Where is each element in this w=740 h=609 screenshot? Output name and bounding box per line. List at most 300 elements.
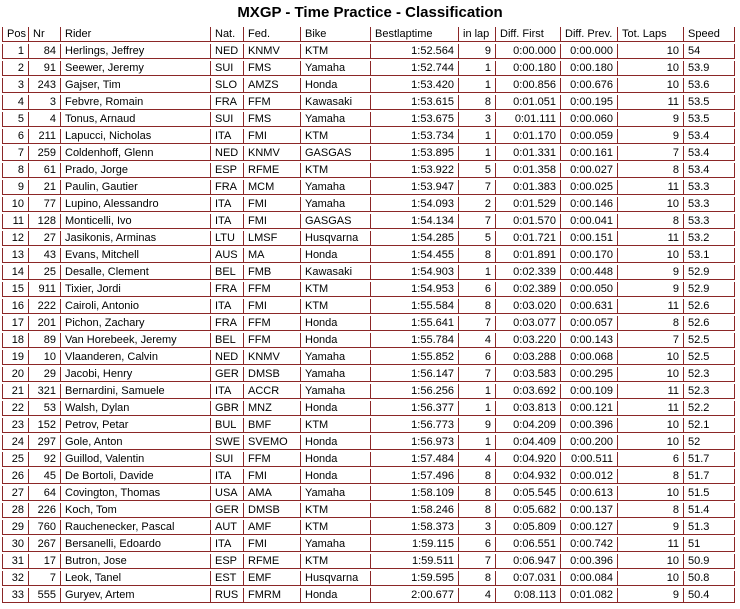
column-header-fed: Fed. bbox=[243, 27, 300, 42]
cell-in_lap: 5 bbox=[458, 163, 495, 178]
cell-tot_laps: 10 bbox=[617, 350, 683, 365]
cell-diff_prev: 0:00.396 bbox=[560, 418, 617, 433]
cell-nat: ITA bbox=[210, 469, 243, 484]
cell-rider: Lupino, Alessandro bbox=[60, 197, 210, 212]
table-row bbox=[2, 367, 735, 382]
cell-bestlaptime: 1:54.093 bbox=[370, 197, 458, 212]
table-row bbox=[2, 180, 735, 195]
cell-nat: SUI bbox=[210, 61, 243, 76]
table-row bbox=[2, 112, 735, 127]
cell-pos: 21 bbox=[2, 384, 28, 399]
cell-speed: 51.7 bbox=[683, 469, 735, 484]
cell-bestlaptime: 1:53.675 bbox=[370, 112, 458, 127]
cell-nat: BUL bbox=[210, 418, 243, 433]
cell-tot_laps: 9 bbox=[617, 129, 683, 144]
cell-nat: NED bbox=[210, 146, 243, 161]
cell-diff_prev: 0:00.121 bbox=[560, 401, 617, 416]
cell-bestlaptime: 1:56.256 bbox=[370, 384, 458, 399]
cell-diff_prev: 0:00.170 bbox=[560, 248, 617, 263]
cell-tot_laps: 11 bbox=[617, 231, 683, 246]
cell-tot_laps: 10 bbox=[617, 571, 683, 586]
cell-pos: 3 bbox=[2, 78, 28, 93]
cell-nat: SUI bbox=[210, 112, 243, 127]
cell-pos: 5 bbox=[2, 112, 28, 127]
cell-nat: EST bbox=[210, 571, 243, 586]
cell-diff_first: 0:00.000 bbox=[495, 44, 560, 59]
cell-nr: 152 bbox=[28, 418, 60, 433]
cell-fed: MCM bbox=[243, 180, 300, 195]
cell-in_lap: 1 bbox=[458, 401, 495, 416]
cell-diff_first: 0:03.077 bbox=[495, 316, 560, 331]
cell-nr: 84 bbox=[28, 44, 60, 59]
cell-diff_first: 0:01.051 bbox=[495, 95, 560, 110]
cell-bike: Yamaha bbox=[300, 486, 370, 501]
cell-tot_laps: 10 bbox=[617, 248, 683, 263]
cell-in_lap: 1 bbox=[458, 129, 495, 144]
cell-in_lap: 1 bbox=[458, 265, 495, 280]
cell-nr: 555 bbox=[28, 588, 60, 603]
cell-rider: Jacobi, Henry bbox=[60, 367, 210, 382]
cell-nat: FRA bbox=[210, 95, 243, 110]
cell-in_lap: 6 bbox=[458, 350, 495, 365]
cell-rider: Gajser, Tim bbox=[60, 78, 210, 93]
cell-speed: 53.3 bbox=[683, 197, 735, 212]
cell-rider: Tixier, Jordi bbox=[60, 282, 210, 297]
table-row bbox=[2, 231, 735, 246]
table-row bbox=[2, 418, 735, 433]
cell-speed: 51.3 bbox=[683, 520, 735, 535]
cell-in_lap: 8 bbox=[458, 95, 495, 110]
cell-speed: 52.6 bbox=[683, 316, 735, 331]
cell-speed: 53.2 bbox=[683, 231, 735, 246]
cell-diff_prev: 0:00.195 bbox=[560, 95, 617, 110]
cell-tot_laps: 10 bbox=[617, 61, 683, 76]
cell-bike: Yamaha bbox=[300, 367, 370, 382]
table-row bbox=[2, 265, 735, 280]
cell-bike: Honda bbox=[300, 435, 370, 450]
cell-nr: 760 bbox=[28, 520, 60, 535]
cell-fed: FMRM bbox=[243, 588, 300, 603]
table-row bbox=[2, 61, 735, 76]
cell-diff_first: 0:03.288 bbox=[495, 350, 560, 365]
cell-fed: FFM bbox=[243, 316, 300, 331]
cell-nr: 64 bbox=[28, 486, 60, 501]
cell-diff_first: 0:01.170 bbox=[495, 129, 560, 144]
cell-diff_first: 0:05.809 bbox=[495, 520, 560, 535]
cell-bike: Yamaha bbox=[300, 197, 370, 212]
cell-diff_first: 0:07.031 bbox=[495, 571, 560, 586]
cell-bestlaptime: 1:55.641 bbox=[370, 316, 458, 331]
cell-bike: Honda bbox=[300, 316, 370, 331]
cell-diff_prev: 0:00.109 bbox=[560, 384, 617, 399]
cell-pos: 12 bbox=[2, 231, 28, 246]
cell-pos: 30 bbox=[2, 537, 28, 552]
cell-fed: FMS bbox=[243, 112, 300, 127]
cell-nat: BEL bbox=[210, 333, 243, 348]
cell-diff_first: 0:01.891 bbox=[495, 248, 560, 263]
cell-in_lap: 1 bbox=[458, 78, 495, 93]
cell-diff_prev: 0:00.200 bbox=[560, 435, 617, 450]
cell-in_lap: 6 bbox=[458, 282, 495, 297]
table-row bbox=[2, 554, 735, 569]
cell-bike: Honda bbox=[300, 452, 370, 467]
cell-bike: KTM bbox=[300, 554, 370, 569]
cell-speed: 53.4 bbox=[683, 163, 735, 178]
cell-rider: Evans, Mitchell bbox=[60, 248, 210, 263]
cell-bike: Yamaha bbox=[300, 537, 370, 552]
cell-rider: Desalle, Clement bbox=[60, 265, 210, 280]
cell-diff_prev: 0:00.137 bbox=[560, 503, 617, 518]
cell-nat: AUS bbox=[210, 248, 243, 263]
cell-rider: Coldenhoff, Glenn bbox=[60, 146, 210, 161]
cell-in_lap: 4 bbox=[458, 588, 495, 603]
cell-tot_laps: 8 bbox=[617, 469, 683, 484]
cell-diff_prev: 0:00.742 bbox=[560, 537, 617, 552]
cell-fed: FFM bbox=[243, 282, 300, 297]
table-row bbox=[2, 95, 735, 110]
cell-in_lap: 7 bbox=[458, 367, 495, 382]
cell-diff_prev: 0:00.511 bbox=[560, 452, 617, 467]
cell-diff_first: 0:01.358 bbox=[495, 163, 560, 178]
cell-tot_laps: 10 bbox=[617, 554, 683, 569]
cell-rider: Bersanelli, Edoardo bbox=[60, 537, 210, 552]
cell-bestlaptime: 2:00.677 bbox=[370, 588, 458, 603]
column-header-in_lap: in lap bbox=[458, 27, 495, 42]
cell-diff_first: 0:01.570 bbox=[495, 214, 560, 229]
cell-nr: 128 bbox=[28, 214, 60, 229]
cell-nr: 243 bbox=[28, 78, 60, 93]
cell-diff_first: 0:00.180 bbox=[495, 61, 560, 76]
cell-diff_prev: 0:00.631 bbox=[560, 299, 617, 314]
cell-pos: 20 bbox=[2, 367, 28, 382]
cell-speed: 54 bbox=[683, 44, 735, 59]
cell-nr: 321 bbox=[28, 384, 60, 399]
cell-nat: ITA bbox=[210, 299, 243, 314]
cell-fed: RFME bbox=[243, 554, 300, 569]
cell-bike: Yamaha bbox=[300, 61, 370, 76]
cell-in_lap: 1 bbox=[458, 146, 495, 161]
cell-nr: 267 bbox=[28, 537, 60, 552]
cell-diff_prev: 0:00.059 bbox=[560, 129, 617, 144]
column-header-tot_laps: Tot. Laps bbox=[617, 27, 683, 42]
cell-rider: Paulin, Gautier bbox=[60, 180, 210, 195]
cell-pos: 4 bbox=[2, 95, 28, 110]
cell-tot_laps: 8 bbox=[617, 503, 683, 518]
cell-bike: Husqvarna bbox=[300, 571, 370, 586]
cell-diff_first: 0:03.813 bbox=[495, 401, 560, 416]
cell-bestlaptime: 1:53.420 bbox=[370, 78, 458, 93]
cell-diff_prev: 0:00.050 bbox=[560, 282, 617, 297]
cell-fed: MA bbox=[243, 248, 300, 263]
cell-bestlaptime: 1:54.903 bbox=[370, 265, 458, 280]
cell-bestlaptime: 1:53.922 bbox=[370, 163, 458, 178]
column-header-bestlaptime: Bestlaptime bbox=[370, 27, 458, 42]
cell-fed: KNMV bbox=[243, 350, 300, 365]
cell-pos: 15 bbox=[2, 282, 28, 297]
cell-pos: 17 bbox=[2, 316, 28, 331]
cell-tot_laps: 11 bbox=[617, 95, 683, 110]
cell-tot_laps: 11 bbox=[617, 180, 683, 195]
column-header-diff_first: Diff. First bbox=[495, 27, 560, 42]
cell-nr: 91 bbox=[28, 61, 60, 76]
cell-in_lap: 8 bbox=[458, 248, 495, 263]
cell-in_lap: 6 bbox=[458, 537, 495, 552]
cell-diff_first: 0:04.932 bbox=[495, 469, 560, 484]
cell-diff_prev: 0:00.396 bbox=[560, 554, 617, 569]
cell-diff_first: 0:04.209 bbox=[495, 418, 560, 433]
cell-nat: ITA bbox=[210, 197, 243, 212]
cell-in_lap: 8 bbox=[458, 486, 495, 501]
cell-rider: Koch, Tom bbox=[60, 503, 210, 518]
cell-fed: FMI bbox=[243, 299, 300, 314]
cell-tot_laps: 9 bbox=[617, 588, 683, 603]
cell-rider: Guryev, Artem bbox=[60, 588, 210, 603]
cell-pos: 32 bbox=[2, 571, 28, 586]
table-row bbox=[2, 435, 735, 450]
table-row bbox=[2, 503, 735, 518]
cell-rider: Cairoli, Antonio bbox=[60, 299, 210, 314]
cell-bestlaptime: 1:59.115 bbox=[370, 537, 458, 552]
column-header-speed: Speed bbox=[683, 27, 735, 42]
cell-tot_laps: 10 bbox=[617, 78, 683, 93]
cell-speed: 51.4 bbox=[683, 503, 735, 518]
table-row bbox=[2, 316, 735, 331]
cell-fed: FFM bbox=[243, 452, 300, 467]
cell-pos: 2 bbox=[2, 61, 28, 76]
cell-fed: FFM bbox=[243, 333, 300, 348]
cell-nr: 43 bbox=[28, 248, 60, 263]
cell-diff_prev: 0:01.082 bbox=[560, 588, 617, 603]
cell-fed: FMI bbox=[243, 197, 300, 212]
cell-tot_laps: 7 bbox=[617, 333, 683, 348]
cell-bike: KTM bbox=[300, 163, 370, 178]
cell-pos: 31 bbox=[2, 554, 28, 569]
cell-tot_laps: 10 bbox=[617, 367, 683, 382]
cell-speed: 53.3 bbox=[683, 180, 735, 195]
cell-bestlaptime: 1:54.134 bbox=[370, 214, 458, 229]
cell-nr: 211 bbox=[28, 129, 60, 144]
cell-pos: 24 bbox=[2, 435, 28, 450]
cell-pos: 22 bbox=[2, 401, 28, 416]
cell-rider: De Bortoli, Davide bbox=[60, 469, 210, 484]
cell-diff_prev: 0:00.060 bbox=[560, 112, 617, 127]
cell-in_lap: 1 bbox=[458, 384, 495, 399]
cell-nr: 226 bbox=[28, 503, 60, 518]
cell-diff_prev: 0:00.000 bbox=[560, 44, 617, 59]
cell-diff_first: 0:05.545 bbox=[495, 486, 560, 501]
table-row bbox=[2, 350, 735, 365]
column-header-nat: Nat. bbox=[210, 27, 243, 42]
cell-diff_first: 0:06.551 bbox=[495, 537, 560, 552]
cell-nat: NED bbox=[210, 44, 243, 59]
cell-pos: 28 bbox=[2, 503, 28, 518]
cell-speed: 52.6 bbox=[683, 299, 735, 314]
cell-bike: KTM bbox=[300, 418, 370, 433]
cell-bike: Yamaha bbox=[300, 350, 370, 365]
cell-fed: AMZS bbox=[243, 78, 300, 93]
cell-bike: Husqvarna bbox=[300, 231, 370, 246]
cell-nr: 53 bbox=[28, 401, 60, 416]
cell-bike: Honda bbox=[300, 333, 370, 348]
cell-bestlaptime: 1:55.584 bbox=[370, 299, 458, 314]
cell-in_lap: 8 bbox=[458, 299, 495, 314]
cell-bike: Kawasaki bbox=[300, 95, 370, 110]
cell-speed: 51 bbox=[683, 537, 735, 552]
cell-diff_prev: 0:00.127 bbox=[560, 520, 617, 535]
cell-rider: Seewer, Jeremy bbox=[60, 61, 210, 76]
cell-nr: 61 bbox=[28, 163, 60, 178]
cell-diff_first: 0:04.409 bbox=[495, 435, 560, 450]
classification-table bbox=[2, 25, 735, 605]
cell-pos: 27 bbox=[2, 486, 28, 501]
cell-pos: 16 bbox=[2, 299, 28, 314]
cell-tot_laps: 9 bbox=[617, 282, 683, 297]
cell-diff_first: 0:01.529 bbox=[495, 197, 560, 212]
cell-fed: DMSB bbox=[243, 503, 300, 518]
cell-nr: 77 bbox=[28, 197, 60, 212]
cell-nr: 10 bbox=[28, 350, 60, 365]
cell-in_lap: 2 bbox=[458, 197, 495, 212]
cell-diff_prev: 0:00.151 bbox=[560, 231, 617, 246]
cell-bestlaptime: 1:56.147 bbox=[370, 367, 458, 382]
cell-bestlaptime: 1:55.852 bbox=[370, 350, 458, 365]
cell-bike: Yamaha bbox=[300, 112, 370, 127]
cell-diff_prev: 0:00.295 bbox=[560, 367, 617, 382]
cell-diff_first: 0:01.383 bbox=[495, 180, 560, 195]
column-header-diff_prev: Diff. Prev. bbox=[560, 27, 617, 42]
table-row bbox=[2, 282, 735, 297]
column-header-pos: Pos bbox=[2, 27, 28, 42]
cell-nr: 3 bbox=[28, 95, 60, 110]
cell-fed: FMB bbox=[243, 265, 300, 280]
cell-bestlaptime: 1:53.734 bbox=[370, 129, 458, 144]
cell-diff_prev: 0:00.057 bbox=[560, 316, 617, 331]
cell-nat: FRA bbox=[210, 180, 243, 195]
cell-bestlaptime: 1:52.564 bbox=[370, 44, 458, 59]
cell-bike: KTM bbox=[300, 129, 370, 144]
cell-in_lap: 1 bbox=[458, 61, 495, 76]
cell-nat: ESP bbox=[210, 554, 243, 569]
cell-nat: ITA bbox=[210, 384, 243, 399]
cell-nat: NED bbox=[210, 350, 243, 365]
cell-bestlaptime: 1:54.285 bbox=[370, 231, 458, 246]
cell-bike: Yamaha bbox=[300, 180, 370, 195]
cell-fed: AMA bbox=[243, 486, 300, 501]
cell-pos: 1 bbox=[2, 44, 28, 59]
cell-tot_laps: 9 bbox=[617, 265, 683, 280]
cell-diff_first: 0:02.389 bbox=[495, 282, 560, 297]
cell-diff_first: 0:00.856 bbox=[495, 78, 560, 93]
table-row bbox=[2, 299, 735, 314]
cell-speed: 53.5 bbox=[683, 95, 735, 110]
cell-speed: 51.5 bbox=[683, 486, 735, 501]
cell-speed: 52.9 bbox=[683, 282, 735, 297]
cell-fed: FMI bbox=[243, 214, 300, 229]
cell-diff_first: 0:01.721 bbox=[495, 231, 560, 246]
cell-rider: Monticelli, Ivo bbox=[60, 214, 210, 229]
cell-rider: Febvre, Romain bbox=[60, 95, 210, 110]
cell-diff_first: 0:03.692 bbox=[495, 384, 560, 399]
cell-pos: 13 bbox=[2, 248, 28, 263]
cell-nat: LTU bbox=[210, 231, 243, 246]
cell-bike: Kawasaki bbox=[300, 265, 370, 280]
cell-nat: FRA bbox=[210, 282, 243, 297]
cell-fed: FMI bbox=[243, 469, 300, 484]
cell-tot_laps: 7 bbox=[617, 146, 683, 161]
table-row bbox=[2, 163, 735, 178]
cell-bestlaptime: 1:56.377 bbox=[370, 401, 458, 416]
cell-diff_prev: 0:00.084 bbox=[560, 571, 617, 586]
cell-rider: Tonus, Arnaud bbox=[60, 112, 210, 127]
cell-nr: 45 bbox=[28, 469, 60, 484]
table-body bbox=[2, 44, 735, 603]
cell-speed: 50.9 bbox=[683, 554, 735, 569]
cell-speed: 52 bbox=[683, 435, 735, 450]
cell-in_lap: 7 bbox=[458, 214, 495, 229]
table-row bbox=[2, 452, 735, 467]
cell-in_lap: 7 bbox=[458, 180, 495, 195]
cell-pos: 14 bbox=[2, 265, 28, 280]
cell-pos: 18 bbox=[2, 333, 28, 348]
cell-speed: 53.6 bbox=[683, 78, 735, 93]
cell-tot_laps: 10 bbox=[617, 418, 683, 433]
cell-speed: 53.9 bbox=[683, 61, 735, 76]
cell-diff_prev: 0:00.041 bbox=[560, 214, 617, 229]
cell-diff_first: 0:03.020 bbox=[495, 299, 560, 314]
cell-nr: 25 bbox=[28, 265, 60, 280]
cell-tot_laps: 8 bbox=[617, 214, 683, 229]
header-row bbox=[2, 27, 735, 42]
cell-in_lap: 7 bbox=[458, 554, 495, 569]
cell-nr: 27 bbox=[28, 231, 60, 246]
cell-fed: AMF bbox=[243, 520, 300, 535]
cell-nr: 17 bbox=[28, 554, 60, 569]
cell-nat: GBR bbox=[210, 401, 243, 416]
cell-speed: 53.4 bbox=[683, 129, 735, 144]
cell-speed: 52.3 bbox=[683, 384, 735, 399]
cell-in_lap: 5 bbox=[458, 231, 495, 246]
cell-rider: Jasikonis, Arminas bbox=[60, 231, 210, 246]
cell-bestlaptime: 1:53.615 bbox=[370, 95, 458, 110]
cell-in_lap: 9 bbox=[458, 44, 495, 59]
cell-pos: 9 bbox=[2, 180, 28, 195]
cell-speed: 53.4 bbox=[683, 146, 735, 161]
cell-tot_laps: 11 bbox=[617, 384, 683, 399]
cell-nr: 89 bbox=[28, 333, 60, 348]
table-row bbox=[2, 78, 735, 93]
cell-nat: RUS bbox=[210, 588, 243, 603]
cell-diff_first: 0:03.220 bbox=[495, 333, 560, 348]
cell-in_lap: 1 bbox=[458, 435, 495, 450]
cell-diff_first: 0:05.682 bbox=[495, 503, 560, 518]
table-row bbox=[2, 469, 735, 484]
cell-in_lap: 4 bbox=[458, 333, 495, 348]
cell-speed: 52.9 bbox=[683, 265, 735, 280]
cell-nr: 21 bbox=[28, 180, 60, 195]
cell-fed: RFME bbox=[243, 163, 300, 178]
cell-fed: DMSB bbox=[243, 367, 300, 382]
cell-nr: 911 bbox=[28, 282, 60, 297]
table-row bbox=[2, 129, 735, 144]
cell-speed: 52.5 bbox=[683, 333, 735, 348]
table-row bbox=[2, 248, 735, 263]
cell-tot_laps: 8 bbox=[617, 316, 683, 331]
cell-bestlaptime: 1:54.953 bbox=[370, 282, 458, 297]
cell-nat: AUT bbox=[210, 520, 243, 535]
cell-in_lap: 4 bbox=[458, 452, 495, 467]
cell-pos: 25 bbox=[2, 452, 28, 467]
cell-fed: FMS bbox=[243, 61, 300, 76]
